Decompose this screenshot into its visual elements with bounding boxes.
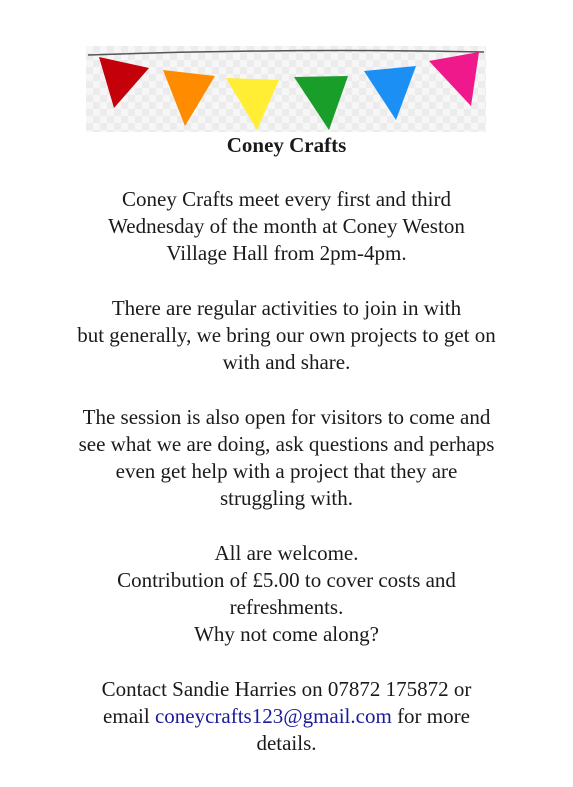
text-line: Contribution of £5.00 to cover costs and xyxy=(117,568,456,592)
text-line: There are regular activities to join in with xyxy=(111,296,462,320)
text-line: Village Hall from 2pm-4pm. xyxy=(166,241,407,265)
bunting-graphic xyxy=(86,46,486,132)
bunting-flag-orange xyxy=(163,70,215,126)
text-line: but generally, we bring our own projects to get on xyxy=(77,323,496,347)
text-line: The session is also open for visitors to come and xyxy=(82,405,491,429)
text-line: with and share. xyxy=(222,350,351,374)
text-line: All are welcome. xyxy=(214,541,359,565)
welcome-paragraph xyxy=(20,540,553,648)
text-line: Wednesday of the month at Coney Weston xyxy=(108,214,465,238)
text-line: Coney Crafts meet every first and third xyxy=(122,187,451,211)
main-content xyxy=(20,186,553,757)
text-line: Why not come along? xyxy=(194,622,379,646)
page-title: Coney Crafts xyxy=(226,133,347,157)
text-line: details. xyxy=(256,731,317,755)
email-link[interactable]: coneycrafts123@gmail.com xyxy=(154,704,392,728)
email-suffix: for more xyxy=(391,704,470,728)
contact-paragraph xyxy=(20,676,553,757)
contact-email-line xyxy=(20,703,553,730)
bunting-flag-green xyxy=(294,76,348,130)
bunting-flag-pink xyxy=(429,52,479,106)
intro-paragraph xyxy=(20,186,553,267)
text-line: even get help with a project that they are xyxy=(115,459,458,483)
bunting-flag-red xyxy=(99,57,149,108)
text-line: refreshments. xyxy=(229,595,344,619)
visitors-paragraph xyxy=(20,404,553,512)
email-prefix: email xyxy=(103,704,155,728)
text-line: struggling with. xyxy=(219,486,353,510)
activities-paragraph xyxy=(20,295,553,376)
text-line: see what we are doing, ask questions and perhaps xyxy=(78,432,495,456)
contact-phone-line: Contact Sandie Harries on 07872 175872 or xyxy=(101,677,472,701)
bunting-flag-blue xyxy=(364,66,416,120)
bunting-banner xyxy=(86,46,486,132)
bunting-string xyxy=(88,51,484,55)
bunting-flag-yellow xyxy=(226,78,279,130)
